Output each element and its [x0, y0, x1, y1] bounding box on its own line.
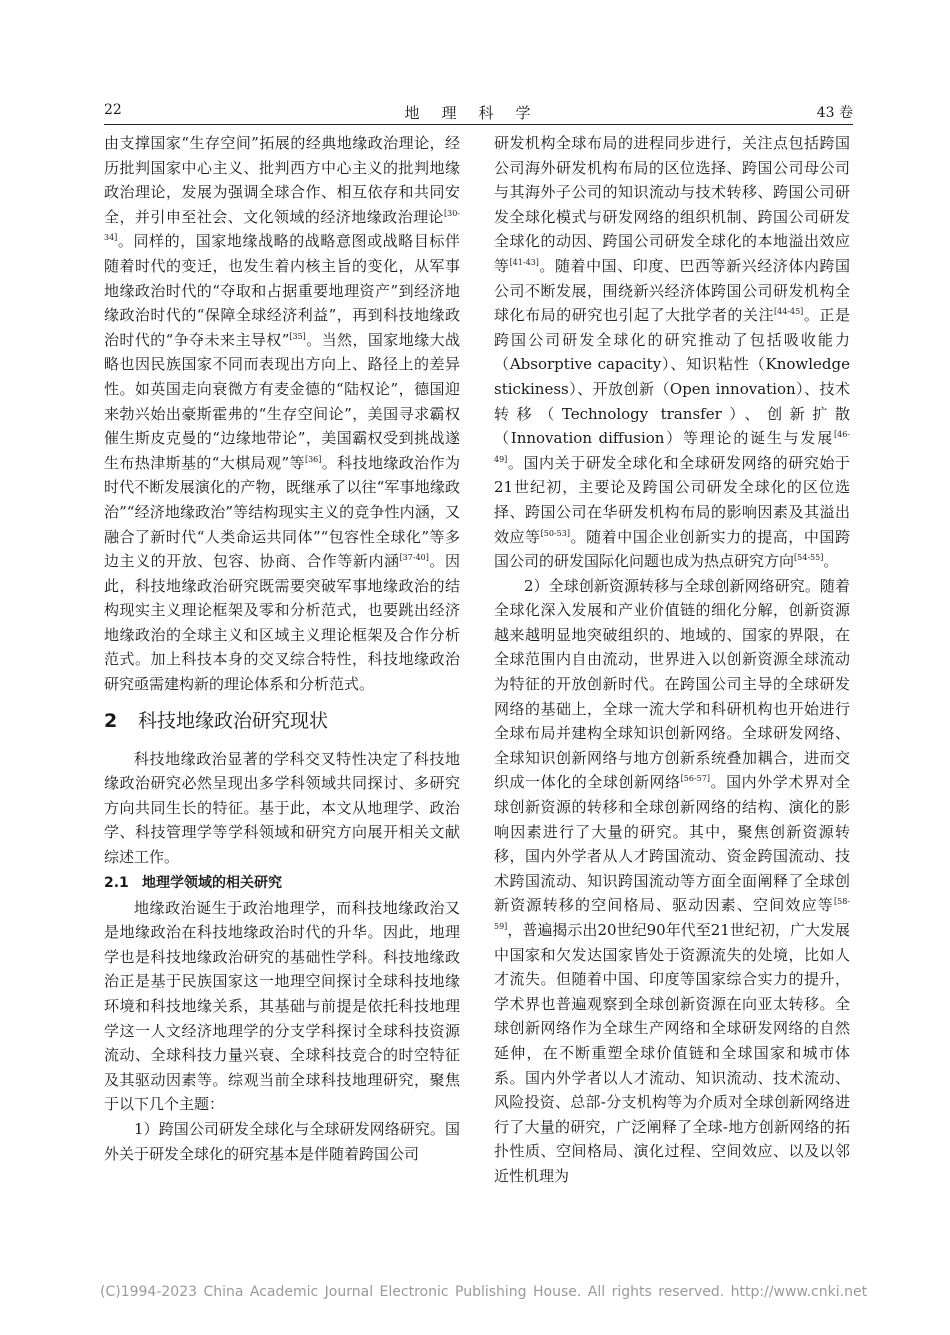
right-column	[494, 131, 850, 1189]
section-heading	[104, 705, 460, 737]
copyright-footer	[100, 1284, 868, 1300]
citation[interactable]: [41-43]	[509, 257, 539, 267]
cnki-link[interactable]: http://www.cnki.net	[730, 1284, 868, 1300]
left-column	[104, 131, 460, 1166]
paragraph: 地缘政治诞生于政治地理学，而科技地缘政治又是地缘政治在科技地缘政治时代的升华。因此，地理学也是科技地缘政治研究的基础性学科。科技地缘政治正是基于民族国家这一地理空间探讨全球科技地缘环境和科技地缘关系，其基础与前提是依托科技地理学这一人文经济地理学的分支学科探讨全球科技资源流动、全球科技力量兴衰、全球科技竞合的时空特征及其驱动因素等。综观当前全球科技地理研究，聚焦于以下几个主题：	[104, 898, 460, 1114]
citation[interactable]: [56-57]	[680, 774, 710, 784]
copyright-text: (C)1994-2023 China Academic Journal Electronic Publishing House. All rights reserved.	[100, 1284, 725, 1300]
section-number: 2	[104, 709, 118, 732]
paragraph: 科技地缘政治显著的学科交叉特性决定了科技地缘政治研究必然呈现出多学科领域共同探讨、多研究方向共同生长的特征。基于此，本文从地理学、政治学、科技管理学等学科领域和研究方向展开相关文献综述工作。	[104, 749, 460, 867]
journal-title: 地理科学	[404, 104, 553, 122]
citation[interactable]: [30-34]	[104, 208, 460, 243]
citation[interactable]: [58-59]	[494, 897, 850, 931]
section-title: 科技地缘政治研究现状	[138, 709, 329, 732]
page-number: 22	[104, 102, 122, 118]
citation[interactable]: [46-49]	[494, 430, 850, 464]
running-header	[104, 98, 853, 125]
subsection-heading	[104, 870, 460, 896]
paragraph: 1）跨国公司研发全球化与全球研发网络研究。国外关于研发全球化的研究基本是伴随着跨国公司	[104, 1119, 460, 1163]
citation[interactable]: [50-53]	[540, 528, 570, 538]
citation[interactable]: [35]	[289, 331, 306, 341]
subsection-number: 2.1	[104, 874, 129, 891]
citation[interactable]: [54-55]	[794, 553, 824, 563]
paragraph: 由支撑国家“生存空间”拓展的经典地缘政治理论，经历批判国家中心主义、批判西方中心主义的批判地缘政治理论，发展为强调全球合作、相互依存和共同安全，并引申至社会、文化领域的经济地缘政治理论[30-34]。同样的，国家地缘战略的战略意图或战略目标伴随着时代的变迁，也发生着内核主旨的变化，从军事地缘政治时代的“夺取和占据重要地理资产”到经济地缘政治时代的“保障全球经济利益”，再到科技地缘政治时代的“争夺未来主导权”[35]。当然，国家地缘大战略也因民族国家不同而表现出方向上、路径上的差异性。如英国走向衰微方有麦金德的“陆权论”，德国迎来勃兴始出豪斯霍弗的“生存空间论”，美国寻求霸权催生斯皮克曼的“边缘地带论”，美国霸权受到挑战遂生布热津斯基的“大棋局观”等[36]。科技地缘政治作为时代不断发展演化的产物，既继承了以往“军事地缘政治”“经济地缘政治”等结构现实主义的竞争性内涵，又融合了新时代“人类命运共同体”“包容性全球化”等多边主义的开放、包容、协商、合作等新内涵[37-40]。因此，科技地缘政治研究既需要突破军事地缘政治的结构现实主义理论框架及零和分析范式，也要跳出经济地缘政治的全球主义和区域主义理论框架及合作分析范式。加上科技本身的交叉综合特性，科技地缘政治研究亟需建构新的理论体系和分析范式。	[104, 134, 460, 694]
citation[interactable]: [37-40]	[399, 553, 429, 563]
citation[interactable]: [36]	[304, 454, 322, 464]
paragraph: 研发机构全球布局的进程同步进行，关注点包括跨国公司海外研发机构布局的区位选择、跨国公司母公司与其海外子公司的知识流动与技术转移、跨国公司研发全球化模式与研发网络的组织机制、跨国公司研发全球化的动因、跨国公司研发全球化的本地溢出效应等[41-43]。随着中国、印度、巴西等新兴经济体内跨国公司不断发展，围绕新兴经济体跨国公司研发机构全球化布局的研究也引起了大批学者的关注[44-45]。正是跨国公司研发全球化的研究推动了包括吸收能力（Absorptive capacity）、知识粘性（Knowledge stickiness）、开放创新（Open innovation）、技术转移（Technology transfer）、创新扩散（Innovation diffusion）等理论的诞生与发展[46-49]。国内关于研发全球化和全球研发网络的研究始于21世纪初，主要论及跨国公司研发全球化的区位选择、跨国公司在华研发机构布局的影响因素及其溢出效应等[50-53]。随着中国企业创新实力的提高，中国跨国公司的研发国际化问题也成为热点研究方向[54-55]。	[494, 134, 850, 571]
paragraph: 2）全球创新资源转移与全球创新网络研究。随着全球化深入发展和产业价值链的细化分解，创新资源越来越明显地突破组织的、地域的、国家的界限，在全球范围内自由流动，世界进入以创新资源全球流动为特征的开放创新时代。在跨国公司主导的全球研发网络的基础上，全球一流大学和科研机构也开始进行全球布局并建构全球知识创新网络。全球研发网络、全球知识创新网络与地方创新系统叠加耦合，进而交织成一体化的全球创新网络[56-57]。国内外学术界对全球创新资源的转移和全球创新网络的结构、演化的影响因素进行了大量的研究。其中，聚焦创新资源转移，国内外学者从人才跨国流动、资金跨国流动、技术跨国流动、知识跨国流动等方面全面阐释了全球创新资源转移的空间格局、驱动因素、空间效应等[58-59]，普遍揭示出20世纪90年代至21世纪初，广大发展中国家和欠发达国家皆处于资源流失的处境，比如人才流失。但随着中国、印度等国家综合实力的提升，学术界也普遍观察到全球创新资源在向亚太转移。全球创新网络作为全球生产网络和全球研发网络的自然延伸，在不断重塑全球价值链和全球国家和城市体系。国内外学者以人才流动、知识流动、技术流动、风险投资、总部-分支机构等为介质对全球创新网络进行了大量的研究，广泛阐释了全球-地方创新网络的拓扑性质、空间格局、演化过程、空间效应、以及以邻近性机理为	[494, 576, 850, 1185]
volume-label: 43 卷	[816, 105, 853, 121]
subsection-title: 地理学领域的相关研究	[142, 874, 282, 891]
citation[interactable]: [44-45]	[774, 307, 804, 317]
